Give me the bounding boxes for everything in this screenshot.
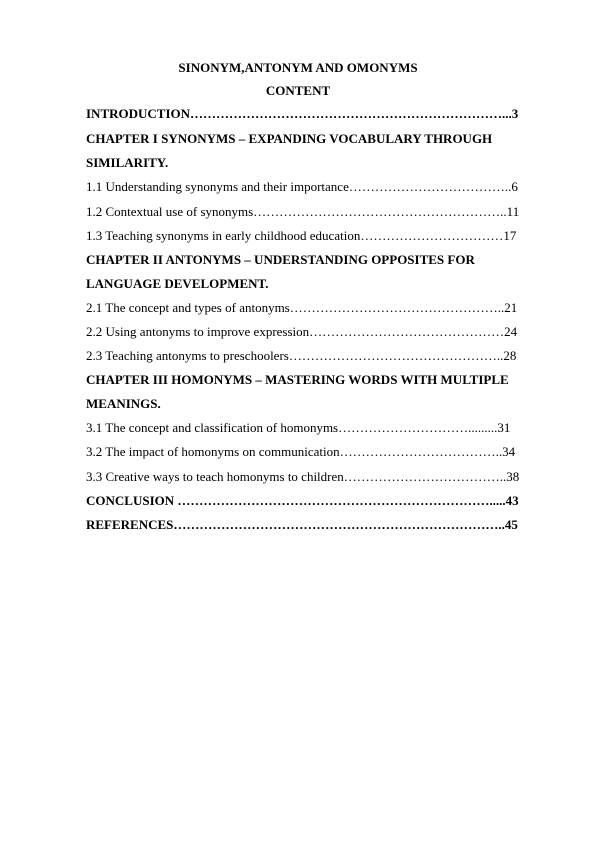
- toc-chapter-1-title-cont: SIMILARITY.: [86, 155, 169, 170]
- toc-chapter-1-title: CHAPTER I SYNONYMS – EXPANDING VOCABULARY THROUGH: [86, 131, 493, 146]
- toc-chapter-3-title-cont: MEANINGS.: [86, 396, 161, 411]
- toc-chapter-2-title-cont: LANGUAGE DEVELOPMENT.: [86, 276, 269, 291]
- content-heading: CONTENT: [265, 83, 331, 98]
- toc-item-2-2: 2.2 Using antonyms to improve expression………………………………………24: [86, 324, 518, 339]
- toc-item-1-3: 1.3 Teaching synonyms in early childhood education……………………………17: [86, 228, 517, 243]
- toc-references: REFERENCES…………………………………………………………………..45: [86, 517, 518, 532]
- toc-item-1-2: 1.2 Contextual use of synonyms…………………………………………………..11: [86, 204, 520, 219]
- toc-item-1-1: 1.1 Understanding synonyms and their importance………………………………..6: [86, 179, 518, 194]
- document-title: SINONYM,ANTONYM AND OMONYMS: [178, 60, 418, 75]
- toc-chapter-2-title: CHAPTER II ANTONYMS – UNDERSTANDING OPPOSITES FOR: [86, 252, 475, 267]
- toc-chapter-3-title: CHAPTER III HOMONYMS – MASTERING WORDS WITH MULTIPLE: [86, 372, 509, 387]
- toc-item-2-3: 2.3 Teaching antonyms to preschoolers…………………………………………..28: [86, 348, 517, 363]
- toc-introduction: INTRODUCTION………………………………………………………………...3: [86, 106, 519, 121]
- toc-item-3-3: 3.3 Creative ways to teach homonyms to children………………………………..38: [86, 469, 520, 484]
- toc-conclusion: CONCLUSION ……………………………………………………………….....43: [86, 493, 519, 508]
- toc-item-2-1: 2.1 The concept and types of antonyms…………………………………………..21: [86, 300, 518, 315]
- toc-item-3-1: 3.1 The concept and classification of homonyms………………………….........31: [86, 420, 511, 435]
- toc-item-3-2: 3.2 The impact of homonyms on communication………………………………..34: [86, 444, 516, 459]
